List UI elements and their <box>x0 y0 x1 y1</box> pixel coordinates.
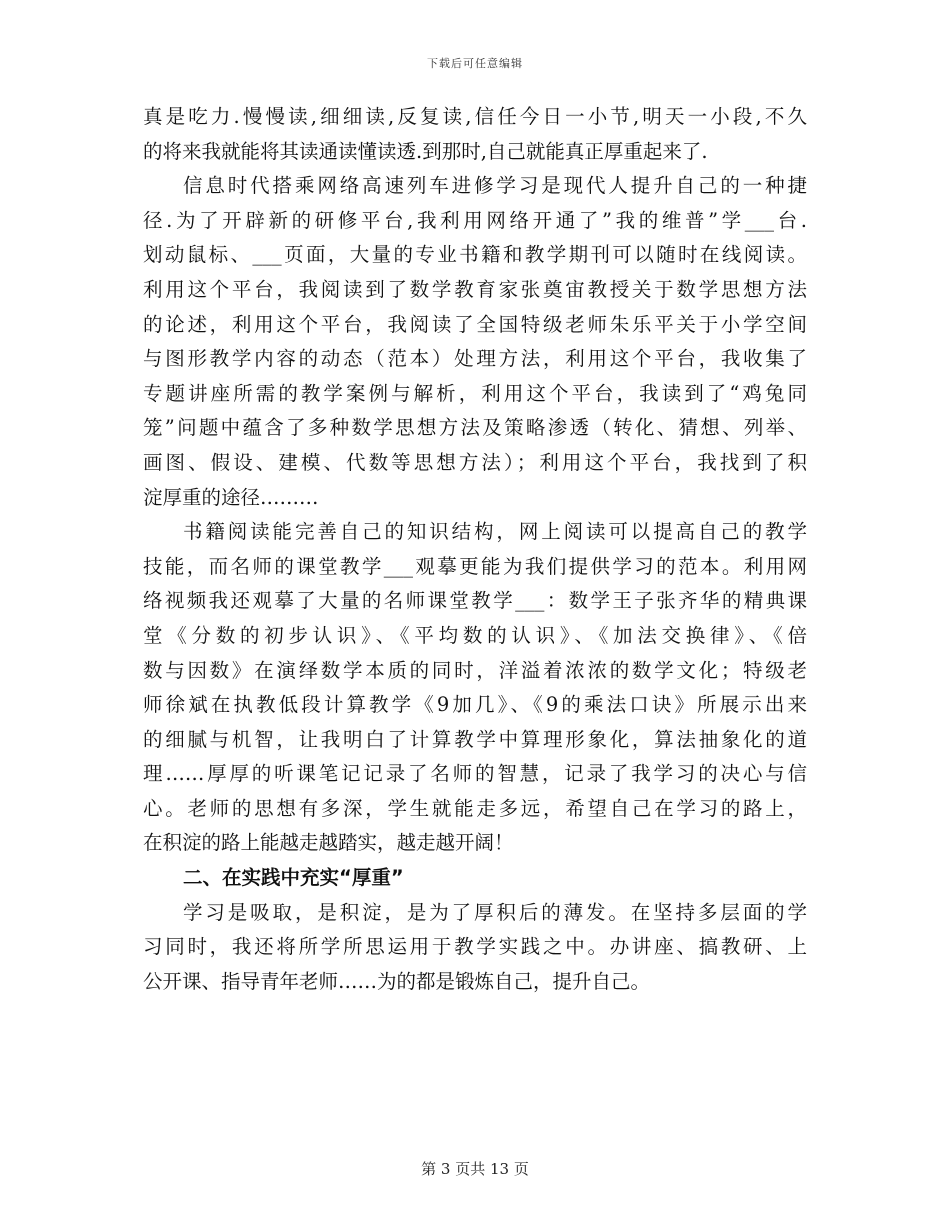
text-line: 堂《分数的初步认识》、《平均数的认识》、《加法交换律》、《倍 <box>143 623 807 647</box>
paragraph-famous-teachers <box>143 515 807 861</box>
text-line: 笼”问题中蕴含了多种数学思想方法及策略渗透（转化、猜想、列举、 <box>143 416 807 440</box>
text-line: 径.为了开辟新的研修平台,我利用网络开通了”我的维普”学___台. <box>143 208 807 232</box>
text-line: 习同时，我还将所学所思运用于教学实践之中。办讲座、搞教研、上 <box>143 935 807 959</box>
text-line: 与图形教学内容的动态（范本）处理方法，利用这个平台，我收集了 <box>143 347 807 371</box>
text-line: 在积淀的路上能越走越踏实，越走越开阔！ <box>143 831 514 855</box>
text-line: 的将来我就能将其读通读懂读透.到那时,自己就能真正厚重起来了. <box>143 139 708 163</box>
document-body <box>143 100 807 999</box>
text-line: 真是吃力.慢慢读,细细读,反复读,信任今日一小节,明天一小段,不久 <box>143 105 807 128</box>
section-heading: 二、在实践中充实“厚重” <box>183 866 404 890</box>
text-line: 公开课、指导青年老师……为的都是锻炼自己，提升自己。 <box>143 969 651 993</box>
text-line: 书籍阅读能完善自己的知识结构，网上阅读可以提高自己的教学 <box>183 520 807 544</box>
text-line: 划动鼠标、___页面，大量的专业书籍和教学期刊可以随时在线阅读。 <box>143 243 807 267</box>
text-line: 技能，而名师的课堂教学___观摹更能为我们提供学习的范本。利用网 <box>143 554 807 578</box>
text-line: 理……厚厚的听课笔记记录了名师的智慧，记录了我学习的决心与信 <box>143 762 807 786</box>
text-line: 专题讲座所需的教学案例与解析，利用这个平台，我读到了“鸡兔同 <box>143 381 807 405</box>
paragraph-practice <box>143 896 807 1000</box>
text-line: 淀厚重的途径……… <box>143 485 319 509</box>
text-line: 师徐斌在执教低段计算教学《9加几》、《9的乘法口诀》所展示出来 <box>143 693 807 717</box>
text-line: 画图、假设、建模、代数等思想方法）；利用这个平台，我找到了积 <box>143 450 807 474</box>
text-line: 信息时代搭乘网络高速列车进修学习是现代人提升自己的一种捷 <box>183 174 807 198</box>
text-line: 心。老师的思想有多深，学生就能走多远，希望自己在学习的路上， <box>143 796 807 820</box>
text-line: 的细腻与机智，让我明白了计算教学中算理形象化，算法抽象化的道 <box>143 727 807 751</box>
text-line: 利用这个平台，我阅读到了数学教育家张奠宙教授关于数学思想方法 <box>143 277 807 301</box>
page-number: 第 3 页共 13 页 <box>421 1160 529 1178</box>
text-line: 学习是吸取，是积淀，是为了厚积后的薄发。在坚持多层面的学 <box>183 900 807 924</box>
paragraph-continuation <box>143 100 807 169</box>
text-line: 数与因数》在演绎数学本质的同时，洋溢着浓浓的数学文化；特级老 <box>143 658 807 682</box>
page-header: 下载后可任意编辑 <box>427 57 523 70</box>
text-line: 的论述，利用这个平台，我阅读了全国特级老师朱乐平关于小学空间 <box>143 312 807 336</box>
paragraph-online-study <box>143 169 807 515</box>
text-line: 络视频我还观摹了大量的名师课堂教学___：数学王子张齐华的精典课 <box>143 589 807 613</box>
